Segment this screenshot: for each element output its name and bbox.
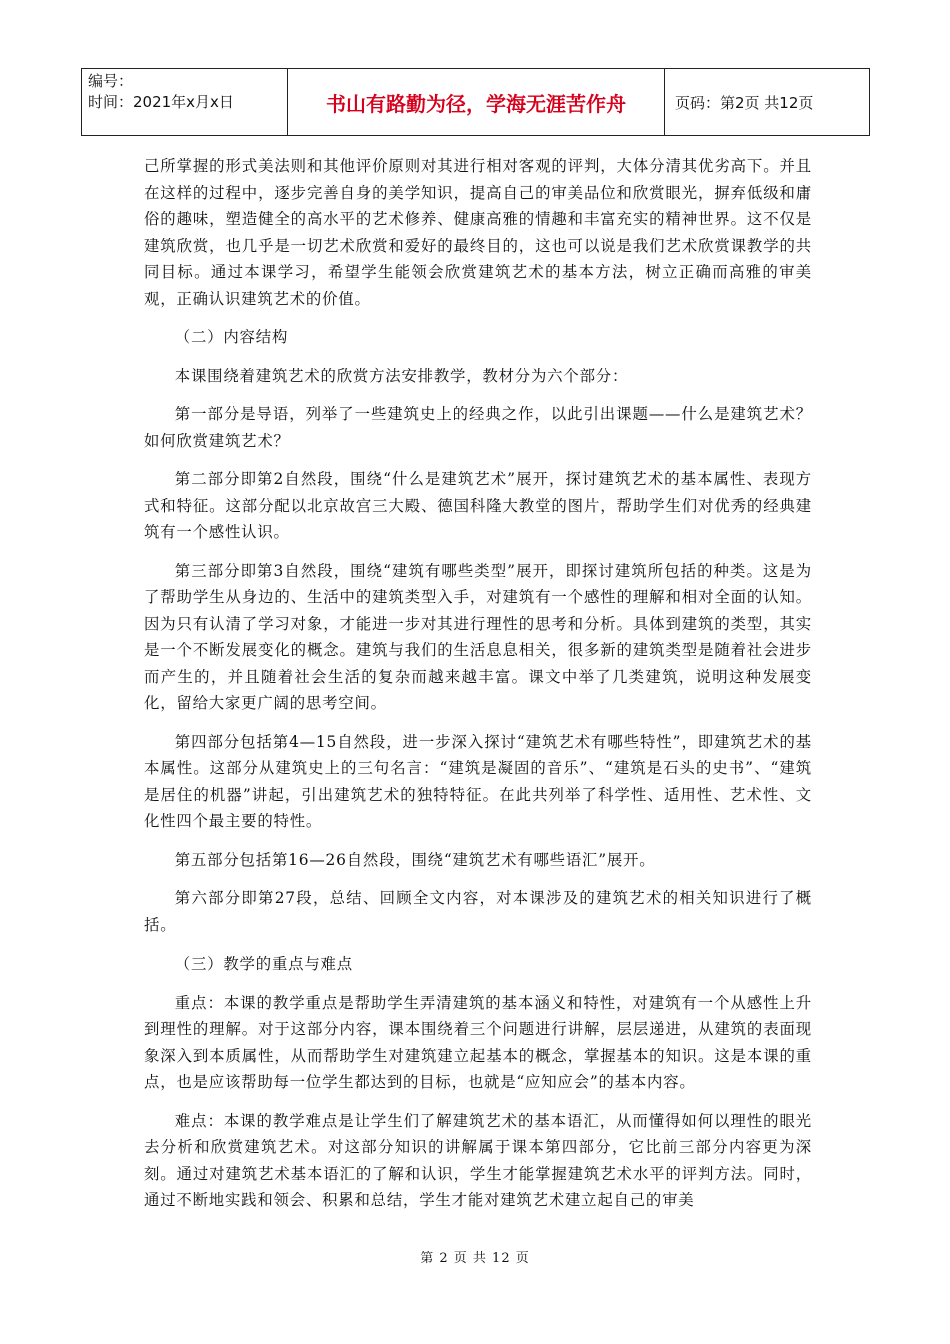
document-body (144, 153, 812, 1214)
body-paragraph: 第六部分即第27段，总结、回顾全文内容，对本课涉及的建筑艺术的相关知识进行了概括。 (144, 889, 812, 934)
document-number-label: 编号： (88, 72, 134, 90)
body-paragraph: 重点：本课的教学重点是帮助学生弄清建筑的基本涵义和特性，对建筑有一个从感性上升到理性的理解。对于这部分内容，课本围绕着三个问题进行讲解，层层递进，从建筑的表面现象深入到本质属性，从而帮助学生对建筑建立起基本的概念，掌握基本的知识。这是本课的重点，也是应该帮助每一位学生都达到的目标，也就是“应知应会”的基本内容。 (144, 993, 812, 1091)
document-date-label: 时间：2021年x月x日 (88, 93, 234, 111)
page-header (81, 68, 870, 136)
body-paragraph: 第三部分即第3自然段，围绕“建筑有哪些类型”展开，即探讨建筑所包括的种类。这是为了帮助学生从身边的、生活中的建筑类型入手，对建筑有一个感性的理解和相对全面的认知。因为只有认清了学习对象，才能进一步对其进行理性的思考和分析。具体到建筑的类型，其实是一个不断发展变化的概念。建筑与我们的生活息息相关，很多新的建筑类型是随着社会进步而产生的，并且随着社会生活的复杂而越来越丰富。课文中举了几类建筑，说明这种发展变化，留给大家更广阔的思考空间。 (144, 561, 812, 712)
body-paragraph: 本课围绕着建筑艺术的欣赏方法安排教学，教材分为六个部分： (174, 366, 629, 385)
body-paragraph: 第五部分包括第16—26自然段，围绕“建筑艺术有哪些语汇”展开。 (174, 850, 656, 869)
body-paragraph: 第四部分包括第4—15自然段，进一步深入探讨“建筑艺术有哪些特性”，即建筑艺术的基本属性。这部分从建筑史上的三句名言：“建筑是凝固的音乐”、“建筑是石头的史书”、“建筑是居住的机器”讲起，引出建筑艺术的独特特征。在此共列举了科学性、适用性、艺术性、文化性四个最主要的特性。 (144, 732, 812, 830)
section-heading-key-points: （三）教学的重点与难点 (174, 955, 353, 973)
header-motto: 书山有路勤为径，学海无涯苦作舟 (288, 69, 665, 136)
page-footer-number: 第 2 页 共 12 页 (420, 1251, 530, 1266)
body-paragraph: 第二部分即第2自然段，围绕“什么是建筑艺术”展开，探讨建筑艺术的基本属性、表现方式和特征。这部分配以北京故宫三大殿、德国科隆大教堂的图片，帮助学生们对优秀的经典建筑有一个感性认识。 (144, 470, 812, 541)
header-page-info: 页码：第2页 共12页 (665, 69, 870, 136)
section-heading-content-structure: （二）内容结构 (174, 328, 289, 346)
body-paragraph: 第一部分是导语，列举了一些建筑史上的经典之作，以此引出课题——什么是建筑艺术？如何欣赏建筑艺术？ (144, 405, 812, 450)
body-paragraph: 难点：本课的教学难点是让学生们了解建筑艺术的基本语汇，从而懂得如何以理性的眼光去分析和欣赏建筑艺术。对这部分知识的讲解属于课本第四部分，它比前三部分内容更为深刻。通过对建筑艺术基本语汇的了解和认识，学生才能掌握建筑艺术水平的评判方法。同时，通过不断地实践和领会、积累和总结，学生才能对建筑艺术建立起自己的审美 (144, 1111, 812, 1209)
header-meta-cell (82, 69, 288, 136)
body-paragraph: 己所掌握的形式美法则和其他评价原则对其进行相对客观的评判，大体分清其优劣高下。并且在这样的过程中，逐步完善自身的美学知识，提高自己的审美品位和欣赏眼光，摒弃低级和庸俗的趣味，塑造健全的高水平的艺术修养、健康高雅的情趣和丰富充实的精神世界。这不仅是建筑欣赏，也几乎是一切艺术欣赏和爱好的最终目的，这也可以说是我们艺术欣赏课教学的共同目标。通过本课学习，希望学生能领会欣赏建筑艺术的基本方法，树立正确而高雅的审美观，正确认识建筑艺术的价值。 (144, 157, 812, 308)
